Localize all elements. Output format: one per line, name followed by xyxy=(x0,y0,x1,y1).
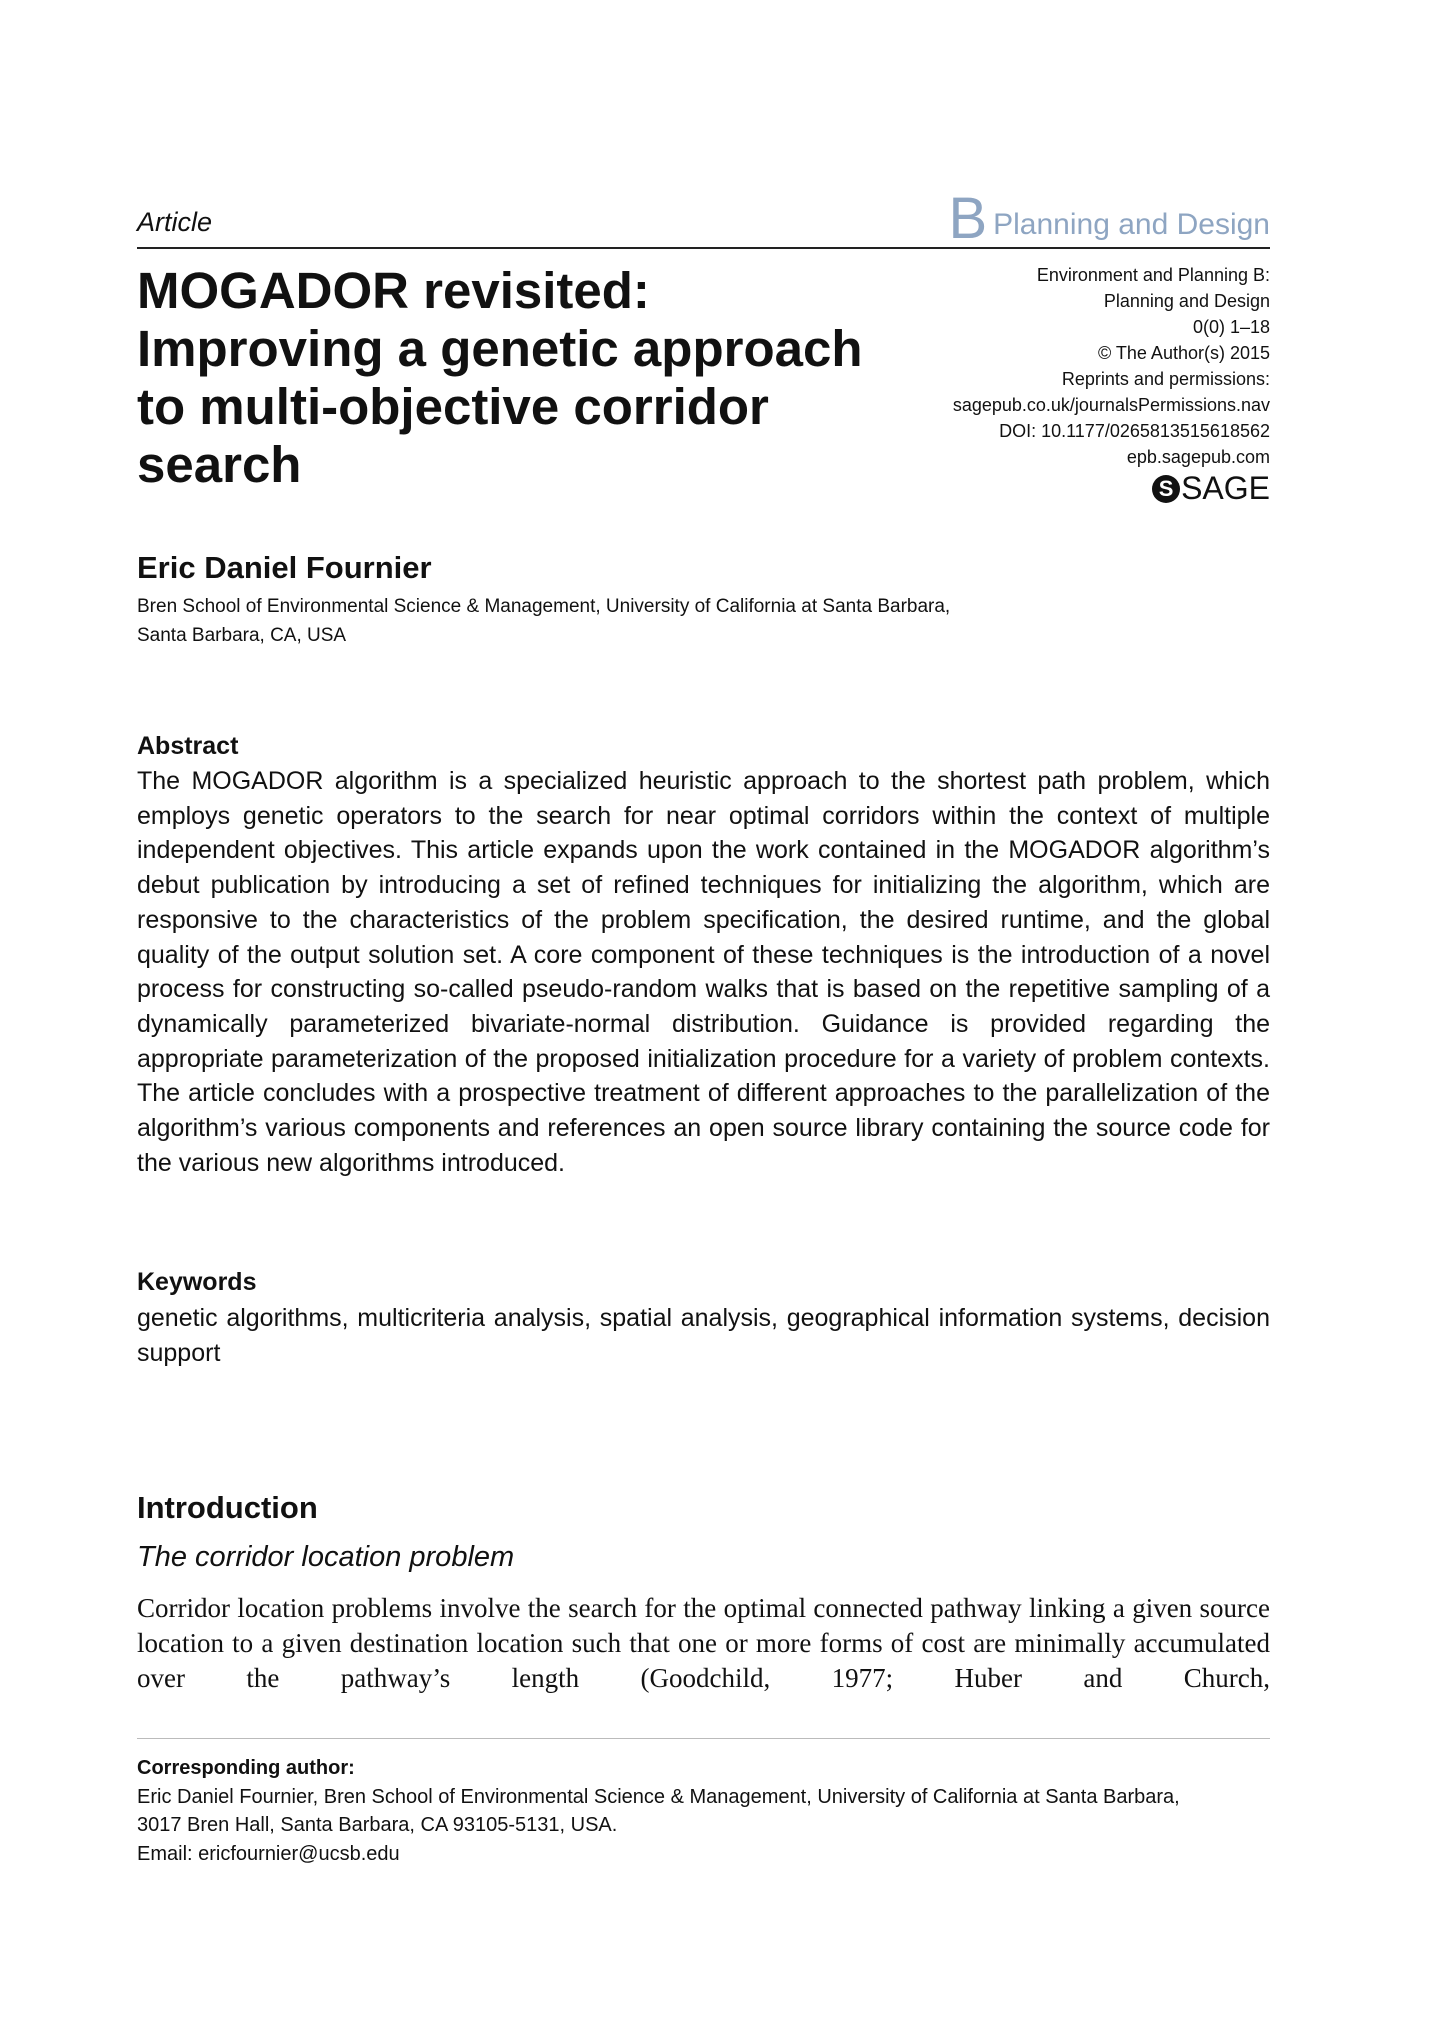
introduction-text: Corridor location problems involve the search for the optimal connected pathway linking a given source location to a given destination location such that one or more forms of cost are minimally accumulated over the pathway’s length (Goodchild, 1977; Huber and Church, xyxy=(137,1593,1270,1693)
doi-link[interactable]: DOI: 10.1177/0265813515618562 xyxy=(999,421,1270,441)
keywords-text: genetic algorithms, multicriteria analysis, spatial analysis, geographical information systems, decision support xyxy=(137,1304,1270,1367)
keywords-heading: Keywords xyxy=(137,1268,257,1296)
journal-info-line: Planning and Design xyxy=(1103,291,1270,311)
sage-s-icon: S xyxy=(1152,475,1180,503)
journal-info-line: Environment and Planning B: xyxy=(1036,265,1270,285)
header-divider xyxy=(137,247,1270,249)
author-email[interactable]: Email: ericfournier@ucsb.edu xyxy=(137,1842,400,1865)
article-title: MOGADOR revisited: Improving a genetic approach to multi-objective corridor search xyxy=(137,262,863,493)
corresponding-author-footnote xyxy=(137,1754,1270,1868)
journal-brand-logo xyxy=(948,186,1270,251)
abstract-text: The MOGADOR algorithm is a specialized heuristic approach to the shortest path problem, which employs genetic operators to the search for near optimal corridors within the context of multiple independent objectives. This article expands upon the work contained in the MOGADOR algorithm’s debut publication by introducing a set of refined techniques for initializing the algorithm, which are responsive to the characteristics of the problem specification, the desired runtime, and the global quality of the output solution set. A core component of these techniques is the introduction of a novel process for constructing so-called pseudo-random walks that is based on the repetitive sampling of a dynamically parameterized bivariate-normal distribution. Guidance is provided regarding the appropriate parameterization of the proposed initialization procedure for a variety of problem contexts. The article concludes with a prospective treatment of different approaches to the parallelization of the algorithm’s various components and references an open source library containing the source code for the various new algorithms introduced. xyxy=(137,767,1270,1177)
author-affiliation xyxy=(137,592,1137,650)
journal-info-line: © The Author(s) 2015 xyxy=(1097,343,1270,363)
introduction-heading: Introduction xyxy=(137,1490,318,1525)
subsection-heading: The corridor location problem xyxy=(137,1541,515,1573)
footnote-heading: Corresponding author: xyxy=(137,1757,355,1779)
article-type-label: Article xyxy=(137,207,213,237)
journal-website-link[interactable]: epb.sagepub.com xyxy=(1126,447,1270,467)
journal-brand-letter: B xyxy=(948,186,988,251)
permissions-link[interactable]: sagepub.co.uk/journalsPermissions.nav xyxy=(952,395,1270,415)
sage-logo-text: SAGE xyxy=(1181,470,1270,506)
journal-brand-name: Planning and Design xyxy=(993,208,1270,241)
journal-info-line: 0(0) 1–18 xyxy=(1192,317,1270,337)
journal-info-line: Reprints and permissions: xyxy=(1061,369,1270,389)
sage-logo xyxy=(1152,470,1270,507)
footnote-line: Eric Daniel Fournier, Bren School of Environmental Science & Management, University of California at Santa Barbara, xyxy=(137,1785,1180,1808)
abstract-heading: Abstract xyxy=(137,732,239,760)
journal-info-block xyxy=(953,262,1270,470)
affiliation-line: Bren School of Environmental Science & Management, University of California at Santa Barbara, xyxy=(137,596,951,617)
footnote-line: 3017 Bren Hall, Santa Barbara, CA 93105-5131, USA. xyxy=(137,1814,618,1836)
footnote-divider xyxy=(137,1738,1270,1739)
affiliation-line: Santa Barbara, CA, USA xyxy=(137,625,347,646)
author-name: Eric Daniel Fournier xyxy=(137,550,432,585)
